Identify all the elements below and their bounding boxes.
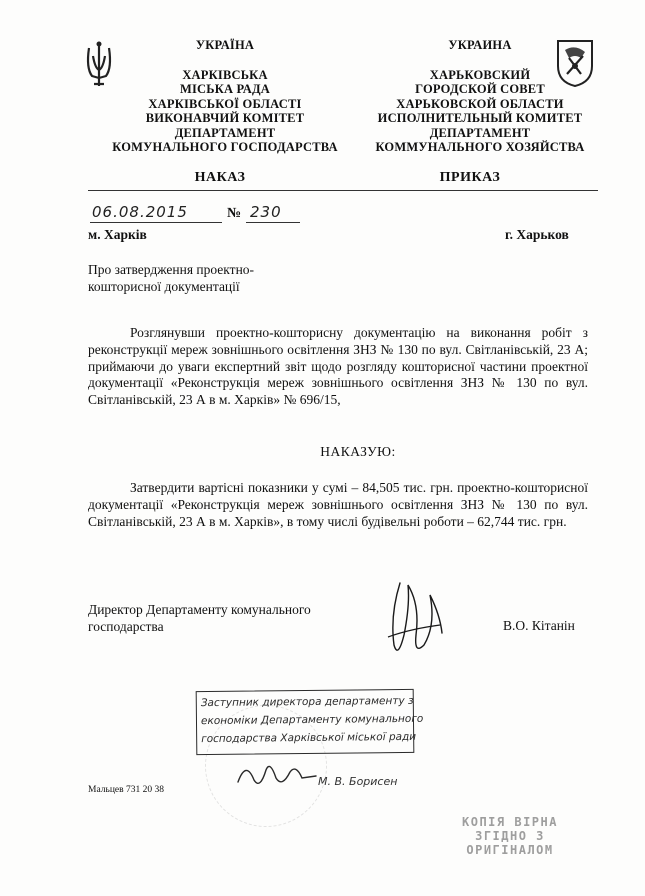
order-date: 06.08.2015: [92, 203, 188, 221]
stamp-line: господарства Харківської міської ради: [201, 730, 417, 746]
signatory-name: В.О. Кітанін: [503, 618, 575, 633]
org-line: ИСПОЛНИТЕЛЬНЫЙ КОМИТЕТ: [377, 111, 583, 125]
org-line: ДЕПАРТАМЕНТ: [429, 125, 531, 140]
stamp-line: Заступник директора департаменту з: [200, 694, 414, 710]
order-title-ru: ПРИКАЗ: [439, 170, 501, 185]
decision-paragraph: Затвердити вартісні показники у сумі – 84,505 тис. грн. проектно-кошторисної документації «Реконструкція мереж зовнішнього освітлення ЗНЗ № 130 по вул. Світланівській, 23 А в м. Харків», в тому числі будівельні роботи – 62,744 тис. грн.: [88, 480, 588, 529]
number-underline: [246, 222, 300, 223]
copy-stamp-line: ЗГІДНО З: [475, 829, 545, 843]
date-underline: [90, 222, 222, 223]
handwritten-signature-icon: [380, 575, 450, 665]
order-word: НАКАЗУЮ:: [320, 444, 396, 459]
org-line: ГОРОДСКОЙ СОВЕТ: [415, 82, 545, 96]
org-line: ХАРЬКОВСКОЙ ОБЛАСТИ: [396, 96, 564, 111]
copy-stamp-line: КОПІЯ ВІРНА: [462, 815, 558, 829]
order-number: 230: [250, 203, 282, 221]
city-ru: г. Харьков: [505, 227, 569, 242]
org-line: ДЕПАРТАМЕНТ: [174, 125, 276, 140]
order-title-ua: НАКАЗ: [194, 170, 246, 185]
org-line: ХАРКІВСЬКОЇ ОБЛАСТІ: [148, 96, 302, 111]
approval-stamp: [196, 689, 424, 755]
org-line: ХАРЬКОВСКИЙ: [429, 67, 531, 82]
header-divider: [88, 190, 598, 191]
signatory-title: Директор Департаменту комунального господарства: [88, 602, 311, 634]
certified-copy-stamp: [455, 815, 565, 857]
org-line: ВИКОНАВЧИЙ КОМІТЕТ: [145, 111, 305, 125]
org-line: ХАРКІВСЬКА: [182, 67, 268, 82]
executor-contact: Мальцев 731 20 38: [88, 785, 164, 795]
header-right: [350, 38, 610, 155]
country-name-ru: УКРАИНА: [448, 38, 512, 52]
org-line: КОМУНАЛЬНОГО ГОСПОДАРСТВА: [112, 140, 338, 154]
city-ua: м. Харків: [88, 227, 147, 242]
copy-stamp-line: ОРИГІНАЛОМ: [466, 843, 554, 857]
org-line: МІСЬКА РАДА: [179, 82, 271, 96]
stamp-signer-name: М. В. Борисен: [318, 775, 398, 788]
stamp-signature-icon: [232, 756, 322, 792]
org-line: КОММУНАЛЬНОГО ХОЗЯЙСТВА: [375, 140, 585, 154]
number-sign: №: [227, 206, 242, 221]
order-subject: Про затвердження проектно-кошторисної документації: [88, 262, 255, 294]
header-left: [100, 38, 350, 155]
preamble-paragraph: Розглянувши проектно-кошторисну документацію на виконання робіт з реконструкції мереж зовнішнього освітлення ЗНЗ № 130 по вул. Світланівській, 23 А; приймаючи до уваги експертний звіт щодо розгляду кошторисної частини проектної документації «Реконструкція мереж зовнішнього освітлення ЗНЗ № 130 по вул. Світланівській, 23 А в м. Харків» № 696/15,: [88, 325, 588, 408]
country-name-ua: УКРАЇНА: [195, 38, 255, 52]
stamp-line: економіки Департаменту комунального: [200, 712, 424, 728]
